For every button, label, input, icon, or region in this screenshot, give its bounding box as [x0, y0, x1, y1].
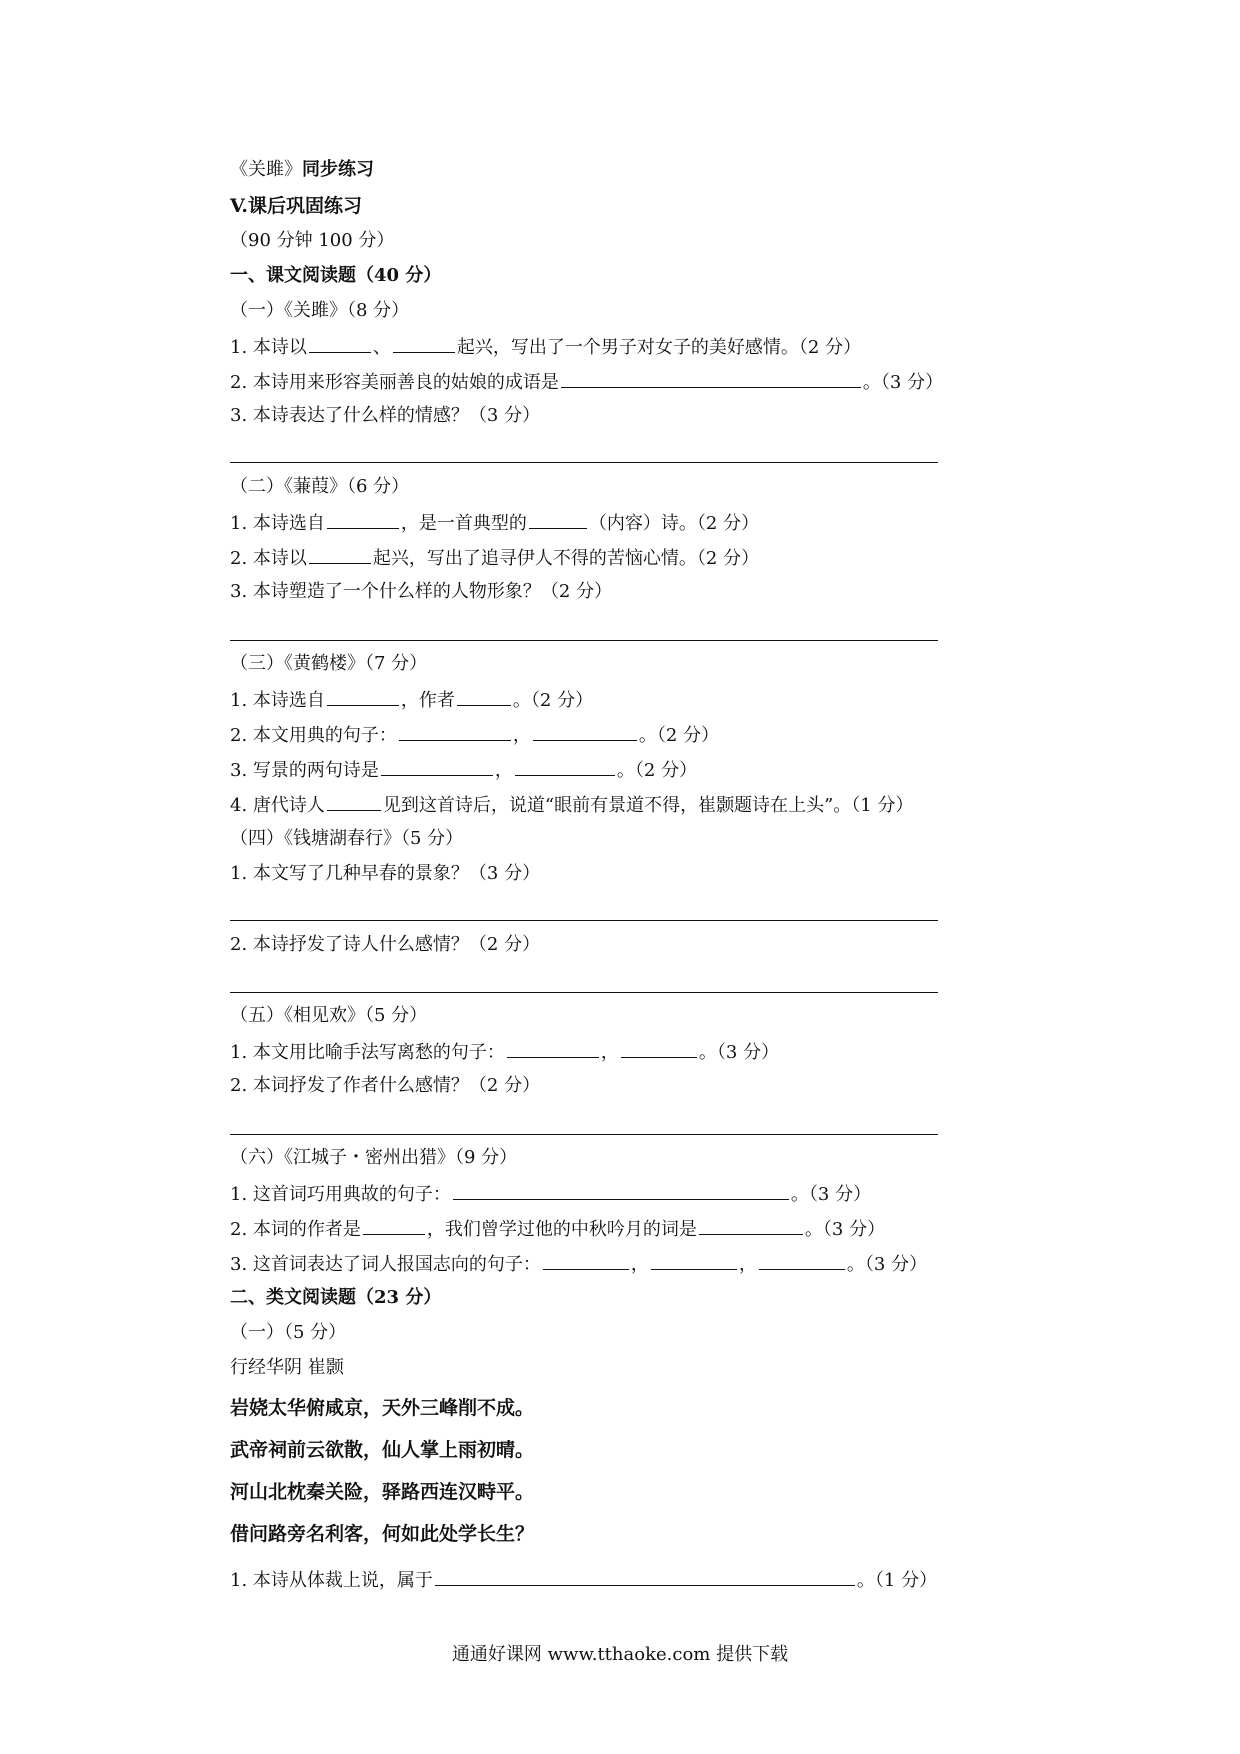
- footer-credit: 通通好课网 www.tthaoke.com 提供下载: [451, 1644, 789, 1665]
- g6-q3: 3. 这首词表达了词人报国志向的句子： ， ， 。（3 分）: [230, 1251, 927, 1277]
- time-score: （90 分钟 100 分）: [230, 230, 395, 251]
- g1-heading: （一）《关雎》（8 分）: [230, 300, 410, 321]
- poem-line: 借问路旁名利客，何如此处学长生？: [230, 1523, 535, 1545]
- answer-blank[interactable]: [529, 510, 587, 529]
- g3-q4: 4. 唐代诗人 见到这首诗后，说道“眼前有景道不得，崔颢题诗在上头”。（1 分）: [230, 792, 913, 818]
- answer-blank[interactable]: [309, 545, 371, 564]
- part2-heading: 二、类文阅读题（23 分）: [230, 1287, 442, 1308]
- answer-line[interactable]: [230, 920, 938, 921]
- answer-blank[interactable]: [309, 334, 371, 353]
- g6-q2: 2. 本词的作者是 ，我们曾学过他的中秋吟月的词是 。（3 分）: [230, 1216, 885, 1242]
- g2-q1: 1. 本诗选自 ，是一首典型的 （内容）诗。（2 分）: [230, 510, 759, 536]
- p2-g1-q1: 1. 本诗从体裁上说，属于 。（1 分）: [230, 1567, 937, 1593]
- answer-blank[interactable]: [327, 687, 399, 706]
- answer-line[interactable]: [230, 462, 938, 463]
- g6-heading: （六）《江城子・密州出猎》（9 分）: [230, 1147, 518, 1168]
- answer-blank[interactable]: [651, 1251, 737, 1270]
- answer-line[interactable]: [230, 1134, 938, 1135]
- g6-q1: 1. 这首词巧用典故的句子： 。（3 分）: [230, 1181, 871, 1207]
- poem-title: 行经华阴 崔颢: [230, 1357, 344, 1378]
- poem-line: 岩娆太华俯咸京，天外三峰削不成。: [230, 1397, 535, 1419]
- g3-q2: 2. 本文用典的句子： ， 。（2 分）: [230, 722, 719, 748]
- g4-q1: 1. 本文写了几种早春的景象？（3 分）: [230, 863, 541, 884]
- g5-q2: 2. 本词抒发了作者什么感情？（2 分）: [230, 1075, 541, 1096]
- part1-heading: 一、课文阅读题（40 分）: [230, 265, 442, 286]
- g5-q1: 1. 本文用比喻手法写离愁的句子： ， 。（3 分）: [230, 1039, 779, 1065]
- answer-blank[interactable]: [621, 1039, 697, 1058]
- g5-heading: （五）《相见欢》（5 分）: [230, 1005, 428, 1026]
- poem-line: 河山北枕秦关险，驿路西连汉畤平。: [230, 1481, 535, 1503]
- g2-q2: 2. 本诗以 起兴，写出了追寻伊人不得的苦恼心情。（2 分）: [230, 545, 759, 571]
- poem-line: 武帝祠前云欲散，仙人掌上雨初晴。: [230, 1439, 535, 1461]
- answer-blank[interactable]: [381, 757, 493, 776]
- doc-title: [230, 158, 374, 182]
- title-label: 同步练习: [302, 159, 374, 180]
- g1-q2: 2. 本诗用来形容美丽善良的姑娘的成语是 。（3 分）: [230, 369, 943, 395]
- answer-blank[interactable]: [399, 722, 511, 741]
- answer-blank[interactable]: [699, 1216, 803, 1235]
- g4-heading: （四）《钱塘湖春行》（5 分）: [230, 828, 464, 849]
- answer-line[interactable]: [230, 992, 938, 993]
- g3-q3: 3. 写景的两句诗是 ， 。（2 分）: [230, 757, 697, 783]
- answer-blank[interactable]: [327, 792, 381, 811]
- g3-q1: 1. 本诗选自 ，作者 。（2 分）: [230, 687, 593, 713]
- p2-g1-heading: （一）（5 分）: [230, 1322, 347, 1343]
- g2-heading: （二）《蒹葭》（6 分）: [230, 476, 410, 497]
- answer-blank[interactable]: [543, 1251, 629, 1270]
- g2-q3: 3. 本诗塑造了一个什么样的人物形象？（2 分）: [230, 581, 613, 602]
- answer-line[interactable]: [230, 640, 938, 641]
- section-v-heading: V.课后巩固练习: [230, 195, 363, 217]
- answer-blank[interactable]: [435, 1567, 855, 1586]
- g1-q1: 1. 本诗以 、 起兴，写出了一个男子对女子的美好感情。（2 分）: [230, 334, 861, 360]
- answer-blank[interactable]: [515, 757, 615, 776]
- answer-blank[interactable]: [327, 510, 399, 529]
- g4-q2: 2. 本诗抒发了诗人什么感情？（2 分）: [230, 934, 541, 955]
- answer-blank[interactable]: [363, 1216, 425, 1235]
- answer-blank[interactable]: [453, 1181, 789, 1200]
- g1-q3: 3. 本诗表达了什么样的情感？（3 分）: [230, 405, 541, 426]
- answer-blank[interactable]: [393, 334, 455, 353]
- answer-blank[interactable]: [561, 369, 861, 388]
- answer-blank[interactable]: [533, 722, 637, 741]
- title-book: 《关雎》: [230, 159, 302, 180]
- answer-blank[interactable]: [759, 1251, 845, 1270]
- answer-blank[interactable]: [507, 1039, 599, 1058]
- g3-heading: （三）《黄鹤楼》（7 分）: [230, 653, 428, 674]
- answer-blank[interactable]: [457, 687, 511, 706]
